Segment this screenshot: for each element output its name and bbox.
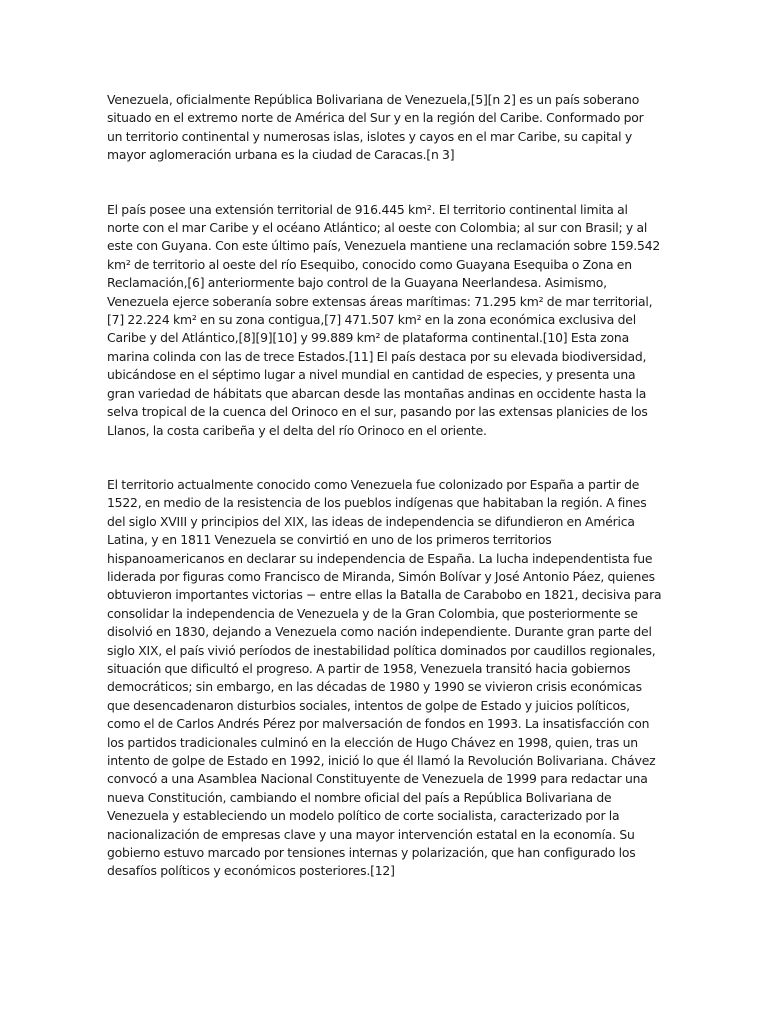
paragraph-history: El territorio actualmente conocido como Venezuela fue colonizado por España a partir de 1522, en medio de la resistencia de los pueblos indígenas que habitaban la región. A fines del siglo XVIII y principios del XIX, las ideas de independencia se difundieron en América Latina, y en 1811 Venezuela se convirtió en uno de los primeros territorios hispanoamericanos en declarar su independencia de España. La lucha independentista fue liderada por figuras como Francisco de Miranda, Simón Bolívar y José Antonio Páez, quienes obtuvieron importantes victorias − entre ellas la Batalla de Carabobo en 1821, decisiva para consolidar la independencia de Venezuela y de la Gran Colombia, que posteriormente se disolvió en 1830, dejando a Venezuela como nación independiente. Durante gran parte del siglo XIX, el país vivió períodos de inestabilidad política dominados por caudillos regionales, situación que dificultó el progreso. A partir de 1958, Venezuela transitó hacia gobiernos democráticos; sin embargo, en las décadas de 1980 y 1990 se vivieron crisis económicas que desencadenaron disturbios sociales, intentos de golpe de Estado y juicios políticos, como el de Carlos Andrés Pérez por malversación de fondos en 1993. La insatisfacción con los partidos tradicionales culminó en la elección de Hugo Chávez en 1998, quien, tras un intento de golpe de Estado en 1992, inició lo que él llamó la Revolución Bolivariana. Chávez convocó a una Asamblea Nacional Constituyente de Venezuela de 1999 para redactar una nueva Constitución, cambiando el nombre oficial del país a República Bolivariana de Venezuela y estableciendo un modelo político de corte socialista, caracterizado por la nacionalización de empresas clave y una mayor intervención estatal en la economía. Su gobierno estuvo marcado por tensiones internas y polarización, que han configurado los desafíos políticos y económicos posteriores.[12] (107, 476, 662, 879)
paragraph-geography: El país posee una extensión territorial de 916.445 km². El territorio continental limita al norte con el mar Caribe y el océano Atlántico; al oeste con Colombia; al sur con Brasil; y al este con Guyana. Con este último país, Venezuela mantiene una reclamación sobre 159.542 km² de territorio al oeste del río Esequibo, conocido como Guayana Esequiba o Zona en Reclamación,[6] anteriormente bajo control de la Guayana Neerlandesa. Asimismo, Venezuela ejerce soberanía sobre extensas áreas marítimas: 71.295 km² de mar territorial,[7] 22.224 km² en su zona contigua,[7] 471.507 km² en la zona económica exclusiva del Caribe y del Atlántico,[8][9][10] y 99.889 km² de plataforma continental.[10] Esta zona marina colinda con las de trece Estados.[11] El país destaca por su elevada biodiversidad, ubicándose en el séptimo lugar a nivel mundial en cantidad de especies, y presenta una gran variedad de hábitats que abarcan desde las montañas andinas en occidente hasta la selva tropical de la cuenca del Orinoco en el sur, pasando por las extensas planicies de los Llanos, la costa caribeña y el delta del río Orinoco en el oriente. (107, 201, 661, 438)
paragraph-introduction: Venezuela, oficialmente República Bolivariana de Venezuela,[5][n 2] es un país soberano situado en el extremo norte de América del Sur y en la región del Caribe. Conformado por un territorio continental y numerosas islas, islotes y cayos en el mar Caribe, su capital y mayor aglomeración urbana es la ciudad de Caracas.[n 3] (107, 92, 644, 163)
document-body (107, 91, 662, 881)
